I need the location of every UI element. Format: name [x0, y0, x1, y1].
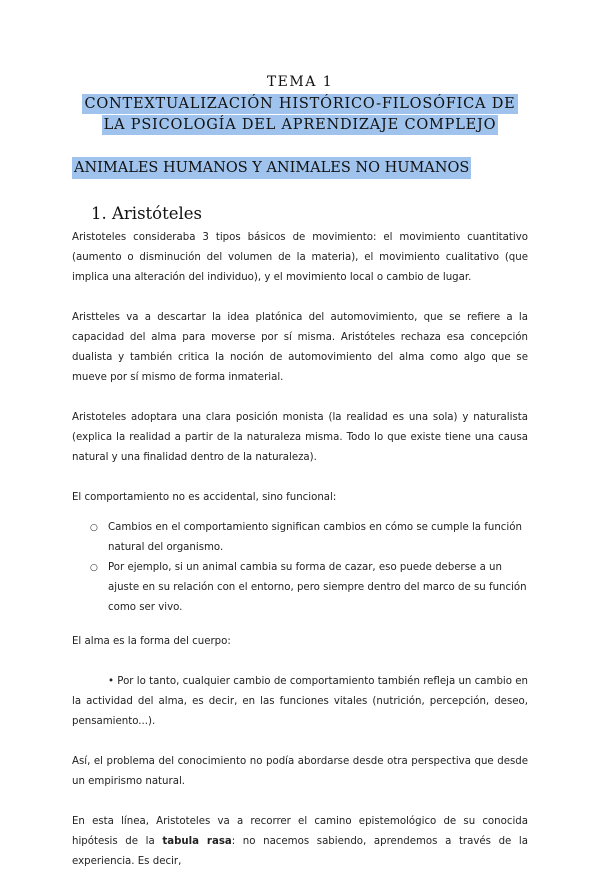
bullet-list [72, 518, 528, 618]
paragraph-6: • Por lo tanto, cualquier cambio de comportamiento también refleja un cambio en la actividad del alma, es decir, en las funciones vitales (nutrición, percepción, deseo, pensamiento...). [72, 676, 528, 727]
title-line-1: CONTEXTUALIZACIÓN HISTÓRICO-FILOSÓFICA DE [84, 96, 516, 112]
paragraph-8-end: : no nacemos sabiendo, aprendemos a través de la experiencia. Es decir, [72, 836, 529, 867]
list-item: ○ Por ejemplo, si un animal cambia su forma de cazar, eso puede deberse a un ajuste en su relación con el entorno, pero siempre dentro del marco de su función como ser vivo. [108, 558, 528, 618]
list-item: ○ Cambios en el comportamiento significan cambios en cómo se cumple la función natural del organismo. [108, 518, 528, 558]
tema-label: TEMA 1 [266, 74, 334, 90]
paragraph-1: Aristoteles consideraba 3 tipos básicos de movimiento: el movimiento cuantitativo (aumento o disminución del volumen de la materia), el movimiento cualitativo (que implica una alteración del individuo), y el movimiento local o cambio de lugar. [72, 232, 528, 283]
heading-aristoteles: 1. Aristóteles [91, 204, 203, 223]
title-line-2: LA PSICOLOGÍA DEL APRENDIZAJE COMPLEJO [103, 117, 497, 133]
paragraph-3: Aristoteles adoptara una clara posición monista (la realidad es una sola) y naturalista (explica la realidad a partir de la naturaleza misma. Todo lo que existe tiene una causa natural y una finalidad dentro de la naturaleza). [72, 412, 528, 463]
section-title: ANIMALES HUMANOS Y ANIMALES NO HUMANOS [72, 157, 471, 179]
body-text [72, 228, 528, 872]
paragraph-5: El alma es la forma del cuerpo: [72, 636, 231, 647]
title-block [0, 74, 600, 135]
paragraph-4: El comportamiento no es accidental, sino funcional: [72, 492, 337, 503]
paragraph-8 [72, 812, 528, 872]
paragraph-7: Así, el problema del conocimiento no podía abordarse desde otra perspectiva que desde un empirismo natural. [72, 756, 528, 787]
tabula-rasa-term: tabula rasa [162, 836, 232, 847]
paragraph-2: Aristteles va a descartar la idea platónica del automovimiento, que se refiere a la capacidad del alma para moverse por sí misma. Aristóteles rechaza esa concepción dualista y también critica la noción de automovimiento del alma como algo que se mueve por sí mismo de forma inmaterial. [72, 312, 528, 383]
paragraph-8-start: En esta línea, Aristoteles va a recorrer el camino epistemológico de su conocida hipótesis de la [72, 816, 528, 847]
